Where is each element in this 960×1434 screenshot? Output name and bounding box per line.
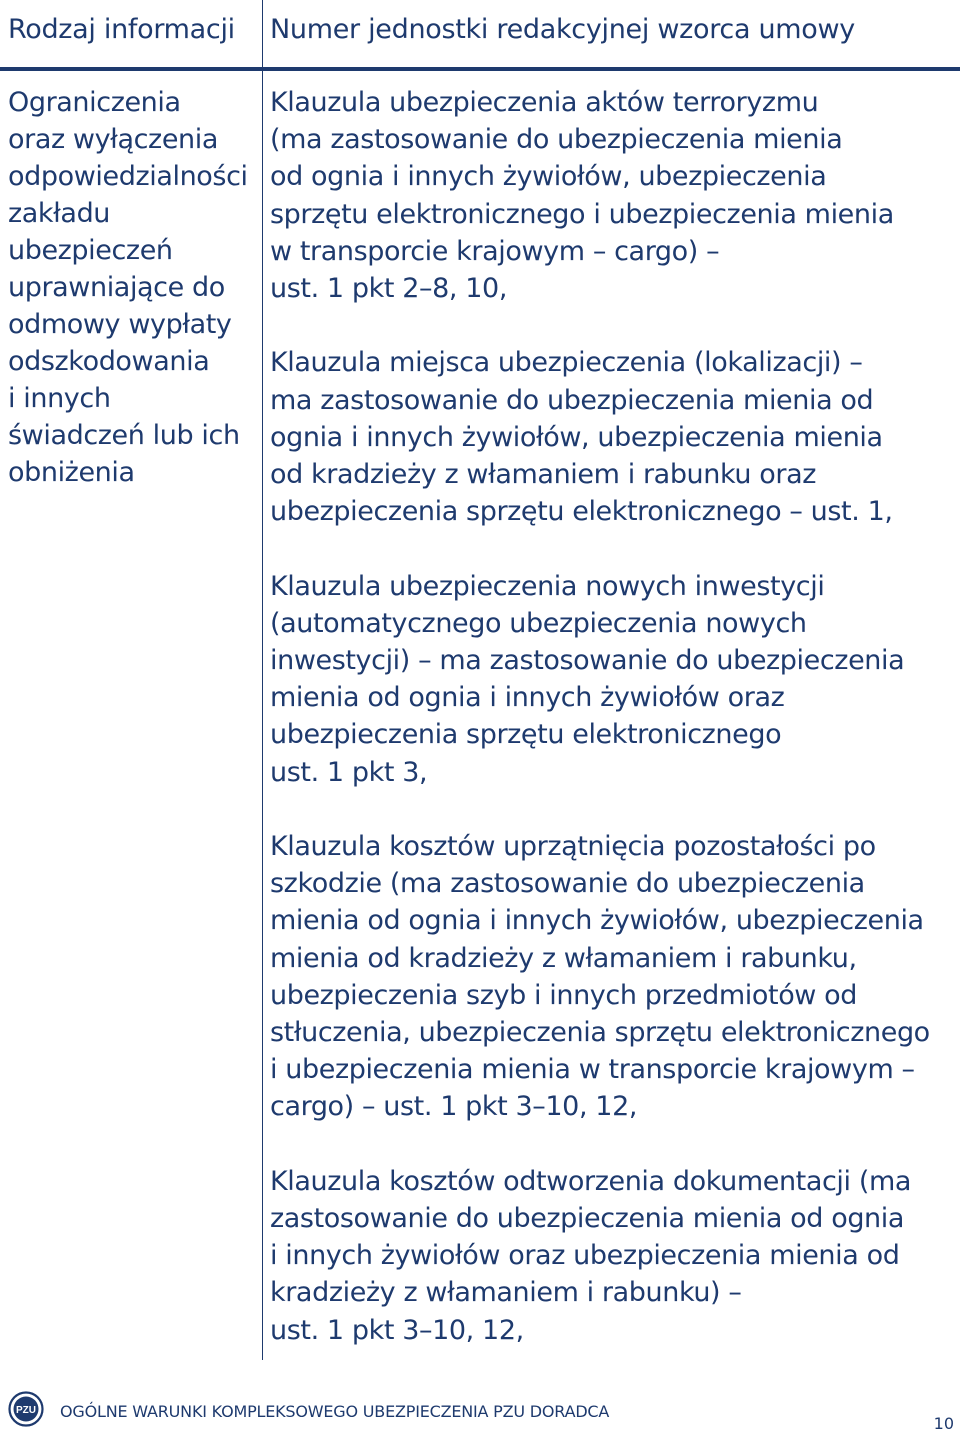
info-type-line: odmowy wypłaty [8,309,232,340]
clause-line: ognia i innych żywiołów, ubezpieczenia mienia [270,421,883,453]
clause-line: ust. 1 pkt 3–10, 12, [270,1314,524,1346]
clause-cleanup-costs [270,828,950,1126]
clause-line: od ognia i innych żywiołów, ubezpieczenia [270,161,827,193]
clause-line: szkodzie (ma zastosowanie do ubezpieczenia [270,868,865,900]
clause-line: Klauzula miejsca ubezpieczenia (lokalizacji) – [270,347,863,379]
clause-line: Klauzula kosztów odtworzenia dokumentacji (ma [270,1165,911,1197]
info-type-line: obniżenia [8,457,135,488]
clause-line: kradzieży z włamaniem i rabunku) – [270,1277,742,1309]
clause-line: (automatycznego ubezpieczenia nowych [270,607,807,639]
clause-line: inwestycji) – ma zastosowanie do ubezpieczenia [270,645,905,677]
clause-line: mienia od ognia i innych żywiołów, ubezpieczenia [270,905,924,937]
clause-line: ust. 1 pkt 3, [270,756,428,788]
pzu-logo-icon [8,1391,44,1427]
clause-terrorism [270,84,950,307]
clause-line: zastosowanie do ubezpieczenia mienia od ognia [270,1203,905,1235]
clause-line: stłuczenia, ubezpieczenia sprzętu elektronicznego [270,1017,930,1049]
clause-line: (ma zastosowanie do ubezpieczenia mienia [270,124,843,156]
clause-line: cargo) – ust. 1 pkt 3–10, 12, [270,1091,638,1123]
clause-line: Klauzula ubezpieczenia aktów terroryzmu [270,87,819,118]
clause-new-investments [270,568,950,791]
clause-line: Klauzula ubezpieczenia nowych inwestycji [270,570,825,602]
clause-line: ust. 1 pkt 2–8, 10, [270,273,507,305]
clause-document-restoration [270,1163,950,1349]
clause-location [270,344,950,530]
clause-line: ubezpieczenia sprzętu elektronicznego – ust. 1, [270,496,893,528]
header-rule [0,67,960,71]
clause-line: ubezpieczenia szyb i innych przedmiotów od [270,979,858,1011]
header-unit-number: Numer jednostki redakcyjnej wzorca umowy [270,14,855,45]
column-divider [262,0,263,1360]
clause-line: w transporcie krajowym – cargo) – [270,235,720,267]
clause-line: i innych żywiołów oraz ubezpieczenia mienia od [270,1240,900,1272]
page-number: 10 [933,1414,954,1433]
info-type-line: Ograniczenia [8,87,181,118]
info-type-line: odpowiedzialności [8,161,248,192]
clause-line: mienia od ognia i innych żywiołów oraz [270,682,785,714]
page-footer [0,1385,960,1434]
info-type-line: i innych [8,383,111,414]
clause-line: ma zastosowanie do ubezpieczenia mienia od [270,384,874,416]
unit-number-cell [270,84,950,1386]
clause-line: i ubezpieczenia mienia w transporcie krajowym – [270,1054,915,1086]
clause-line: ubezpieczenia sprzętu elektronicznego [270,719,782,751]
footer-title: OGÓLNE WARUNKI KOMPLEKSOWEGO UBEZPIECZENIA PZU DORADCA [60,1402,610,1421]
info-type-line: ubezpieczeń [8,235,173,266]
clause-line: od kradzieży z włamaniem i rabunku oraz [270,459,817,491]
info-type-line: świadczeń lub ich [8,420,240,451]
logo-text: PZU [16,1405,36,1416]
clause-line: sprzętu elektronicznego i ubezpieczenia mienia [270,198,894,230]
table-header [0,0,960,72]
info-type-line: odszkodowania [8,346,210,377]
info-type-cell [8,84,256,491]
info-type-line: zakładu [8,198,111,229]
clause-line: mienia od kradzieży z włamaniem i rabunku, [270,942,857,974]
info-type-line: uprawniające do [8,272,225,303]
clause-line: Klauzula kosztów uprzątnięcia pozostałości po [270,831,876,863]
header-info-type: Rodzaj informacji [8,14,235,45]
info-type-line: oraz wyłączenia [8,124,218,155]
